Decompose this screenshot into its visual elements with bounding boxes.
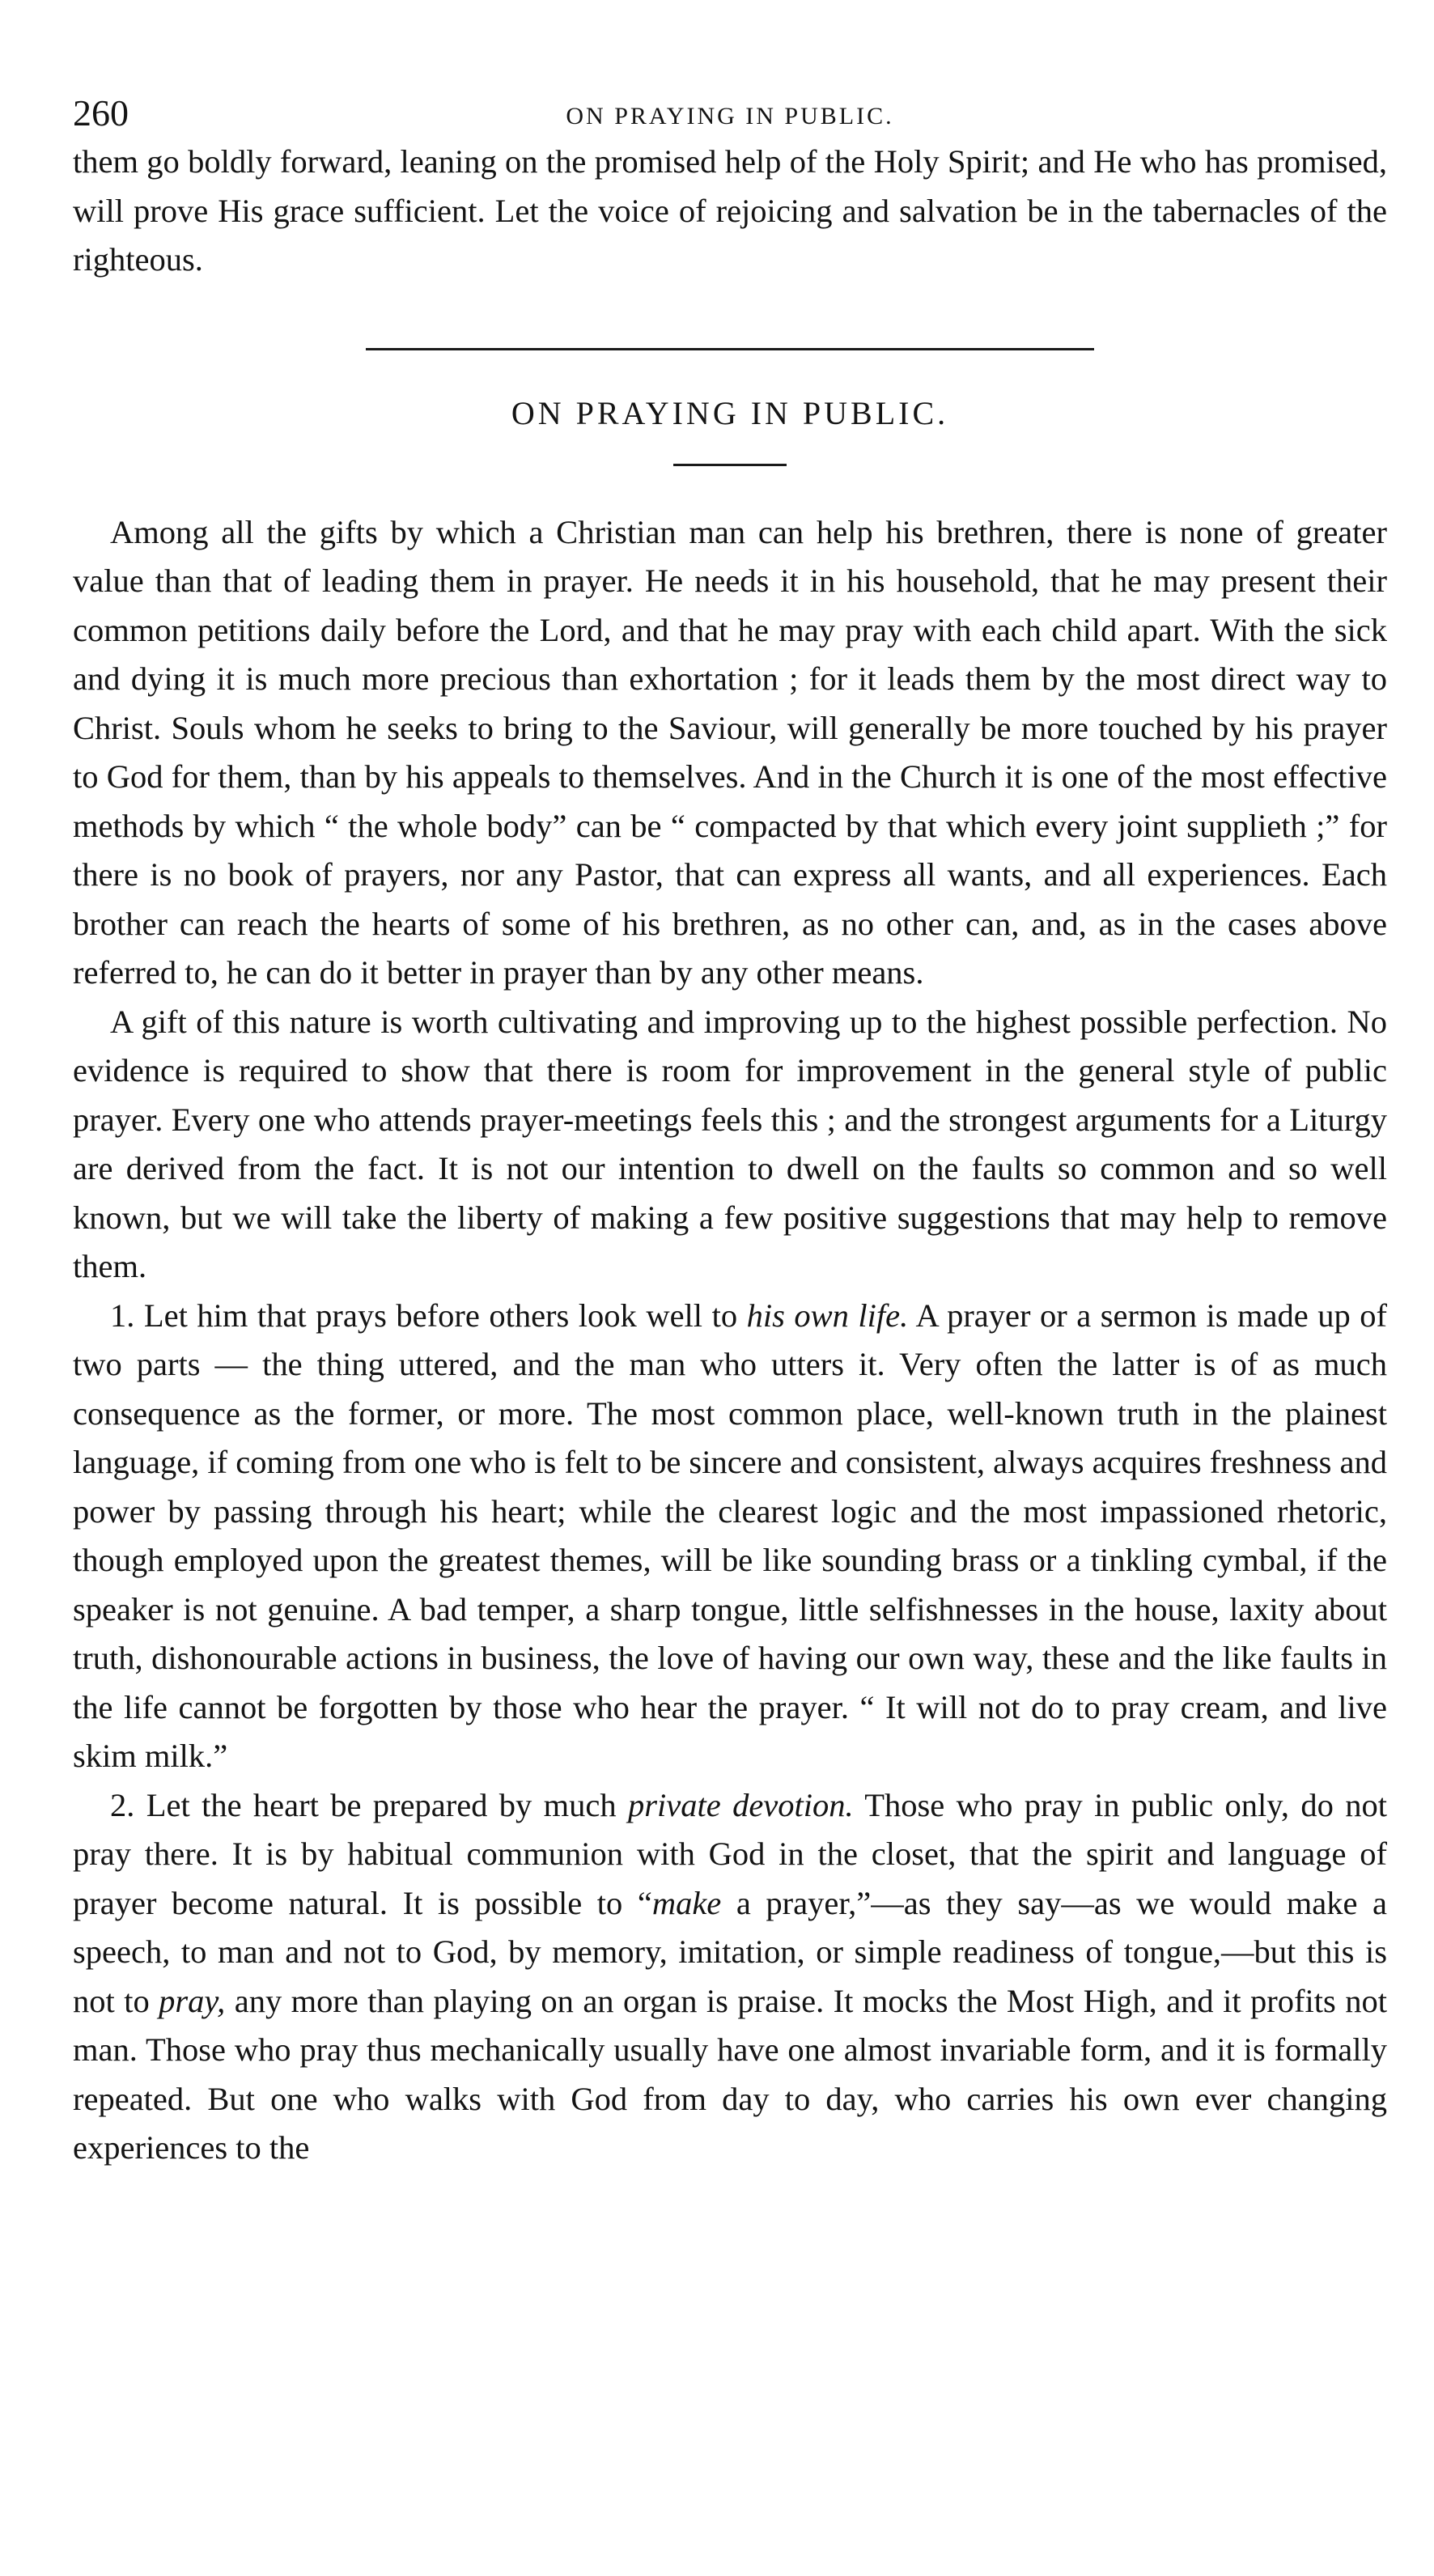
closing-paragraph: them go boldly forward, leaning on the promised help of the Holy Spirit; and He who has promised, will prove His grace sufficient. Let the voice of rejoicing and salvation be in the tabernacles of the righteous. — [73, 143, 1387, 278]
paragraph-3-lead: 1. Let him that prays before others look well to — [110, 1296, 747, 1334]
section-title: ON PRAYING IN PUBLIC. — [511, 394, 949, 431]
paragraph-4-emphasis-3: pray, — [159, 1982, 226, 2019]
book-page — [73, 89, 1387, 2517]
paragraph-4-rest-2: a prayer,”—as they say—as we would make a speech, to man and not to God, by memory, imitation, or simple readiness of tongue,—but this is not to — [73, 1884, 1387, 2019]
paragraph-2: A gift of this nature is worth cultivating and improving up to the highest possible perfection. No evidence is required to show that there is room for improvement in the general style of public prayer. Every one who attends prayer-meetings feels this ; and the strongest arguments for a Liturgy are derived from the fact. It is not our intention to dwell on the faults so common and so well known, but we will take the liberty of making a few positive suggestions that may help to remove them. — [73, 1003, 1387, 1284]
title-underline — [673, 464, 787, 466]
running-head — [73, 89, 1387, 138]
paragraph-4-emphasis-2: make — [651, 1884, 722, 1921]
running-title: ON PRAYING IN PUBLIC. — [566, 103, 894, 129]
paragraph-1: Among all the gifts by which a Christian man can help his brethren, there is none of greater value than that of leading them in prayer. He needs it in his household, that he may present their common petitions daily before the Lord, and that he may pray with each child apart. With the sick and dying it is much more precious than exhortation ; for it leads them by the most direct way to Christ. Souls whom he seeks to bring to the Saviour, will generally be more touched by his prayer to God for them, than by his appeals to themselves. And in the Church it is one of the most effective methods by which “ the whole body” can be “ compacted by that which every joint supplieth ;” for there is no book of prayers, nor any Pastor, that can express all wants, and all experiences. Each brother can reach the hearts of some of his brethren, as no other can, and, as in the cases above referred to, he can do it better in prayer than by any other means. — [73, 513, 1387, 991]
previous-section-text — [73, 138, 1387, 285]
paragraph-4-lead: 2. Let the heart be prepared by much — [110, 1786, 628, 1823]
paragraph-4-rest: Those who pray in public only, do not pray there. It is by habitual communion with God in the closet, that the spirit and language of prayer become natural. It is possible to “ — [73, 1786, 1387, 1921]
section-body — [73, 508, 1387, 2173]
paragraph-3-emphasis: his own life. — [746, 1296, 909, 1334]
paragraph-4-rest-3: any more than playing on an organ is praise. It mocks the Most High, and it profits not man. Those who pray thus mechanically usually have one almost invariable form, and it is formally repeated. But one who walks with God from day to day, who carries his own ever changing experiences to the — [73, 1982, 1387, 2166]
paragraph-3 — [73, 1292, 1387, 1781]
section-divider — [366, 348, 1094, 350]
paragraph-4-emphasis: private devotion. — [628, 1786, 854, 1823]
paragraph-3-rest: A prayer or a sermon is made up of two parts — the thing uttered, and the man who utters it. Very often the latter is of as much consequence as the former, or more. The most common place, well-known truth in the plainest language, if coming from one who is felt to be sincere and consistent, always acquires freshness and power by passing through his heart; while the clearest logic and the most impassioned rhetoric, though employed upon the greatest themes, will be like sounding brass or a tinkling cymbal, if the speaker is not genuine. A bad temper, a sharp tongue, little selfishnesses in the house, laxity about truth, dishonourable actions in business, the love of having our own way, these and the like faults in the life cannot be forgotten by those who hear the prayer. “ It will not do to pray cream, and live skim milk.” — [73, 1296, 1388, 1774]
paragraph-4 — [73, 1781, 1387, 2173]
page-number: 260 — [73, 92, 129, 134]
